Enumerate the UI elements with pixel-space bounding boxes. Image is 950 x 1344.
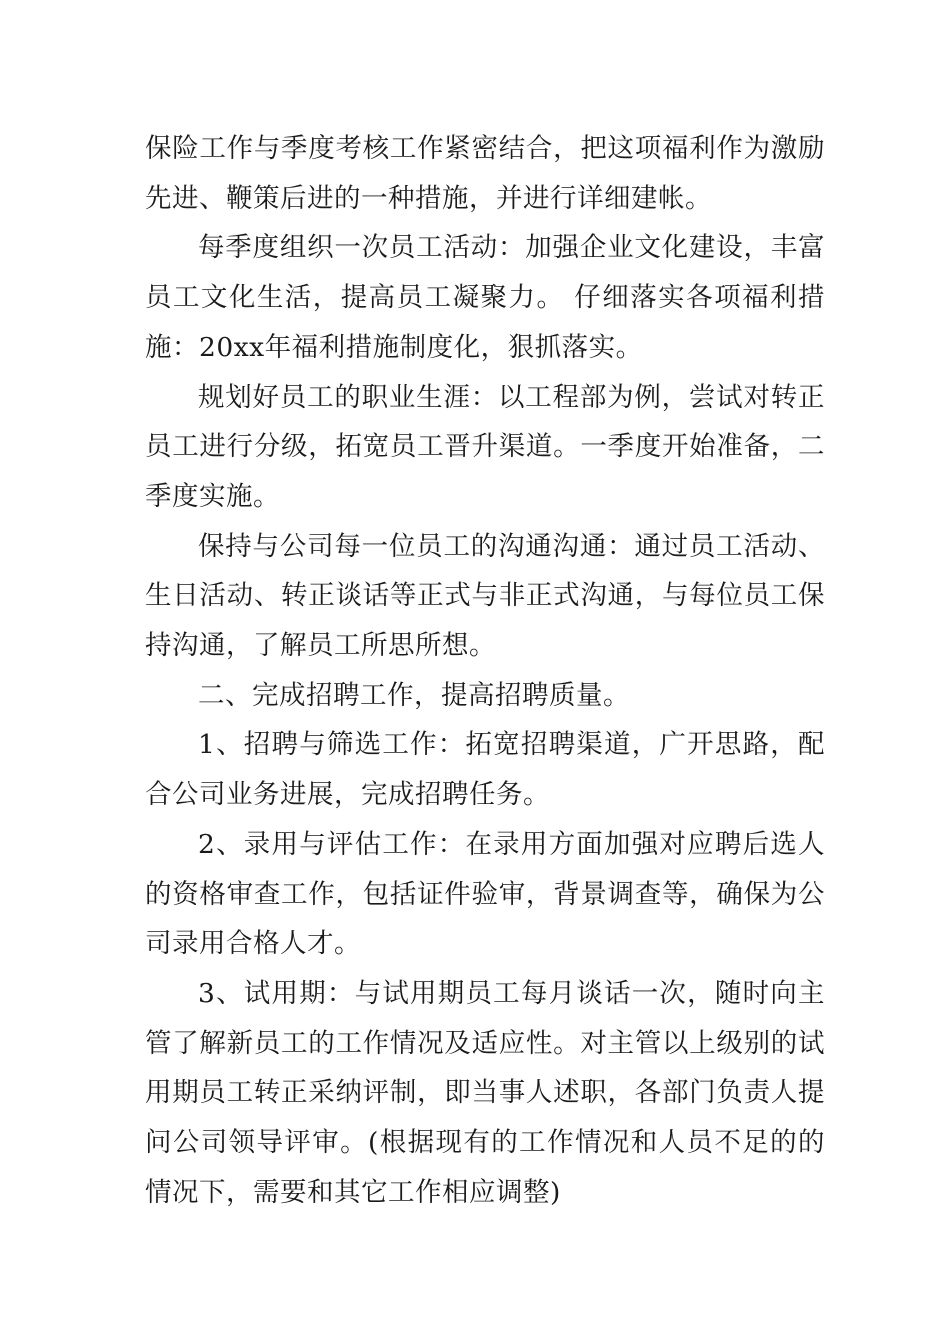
paragraph-8: 3、试用期：与试用期员工每月谈话一次，随时向主管了解新员工的工作情况及适应性。对主管以上级别的试用期员工转正采纳评制，即当事人述职，各部门负责人提问公司领导评审。(根据现有的工作情况和人员不足的的情况下，需要和其它工作相应调整) <box>145 977 825 1208</box>
paragraph-6: 1、招聘与筛选工作：拓宽招聘渠道，广开思路，配合公司业务进展，完成招聘任务。 <box>145 729 825 811</box>
paragraph-3: 规划好员工的职业生涯：以工程部为例，尝试对转正员工进行分级，拓宽员工晋升渠道。一季度开始准备，二季度实施。 <box>145 381 825 512</box>
document-body <box>145 124 825 1217</box>
paragraph-5: 二、完成招聘工作，提高招聘质量。 <box>198 679 630 711</box>
paragraph-2: 每季度组织一次员工活动：加强企业文化建设，丰富员工文化生活，提高员工凝聚力。 仔细落实各项福利措施：20xx年福利措施制度化，狠抓落实。 <box>145 232 825 363</box>
paragraph-1: 保险工作与季度考核工作紧密结合，把这项福利作为激励先进、鞭策后进的一种措施，并进行详细建帐。 <box>145 133 825 214</box>
paragraph-4: 保持与公司每一位员工的沟通沟通：通过员工活动、生日活动、转正谈话等正式与非正式沟通，与每位员工保持沟通，了解员工所思所想。 <box>145 530 825 662</box>
paragraph-7: 2、录用与评估工作：在录用方面加强对应聘后选人的资格审查工作，包括证件验审，背景调查等，确保为公司录用合格人才。 <box>145 828 825 960</box>
